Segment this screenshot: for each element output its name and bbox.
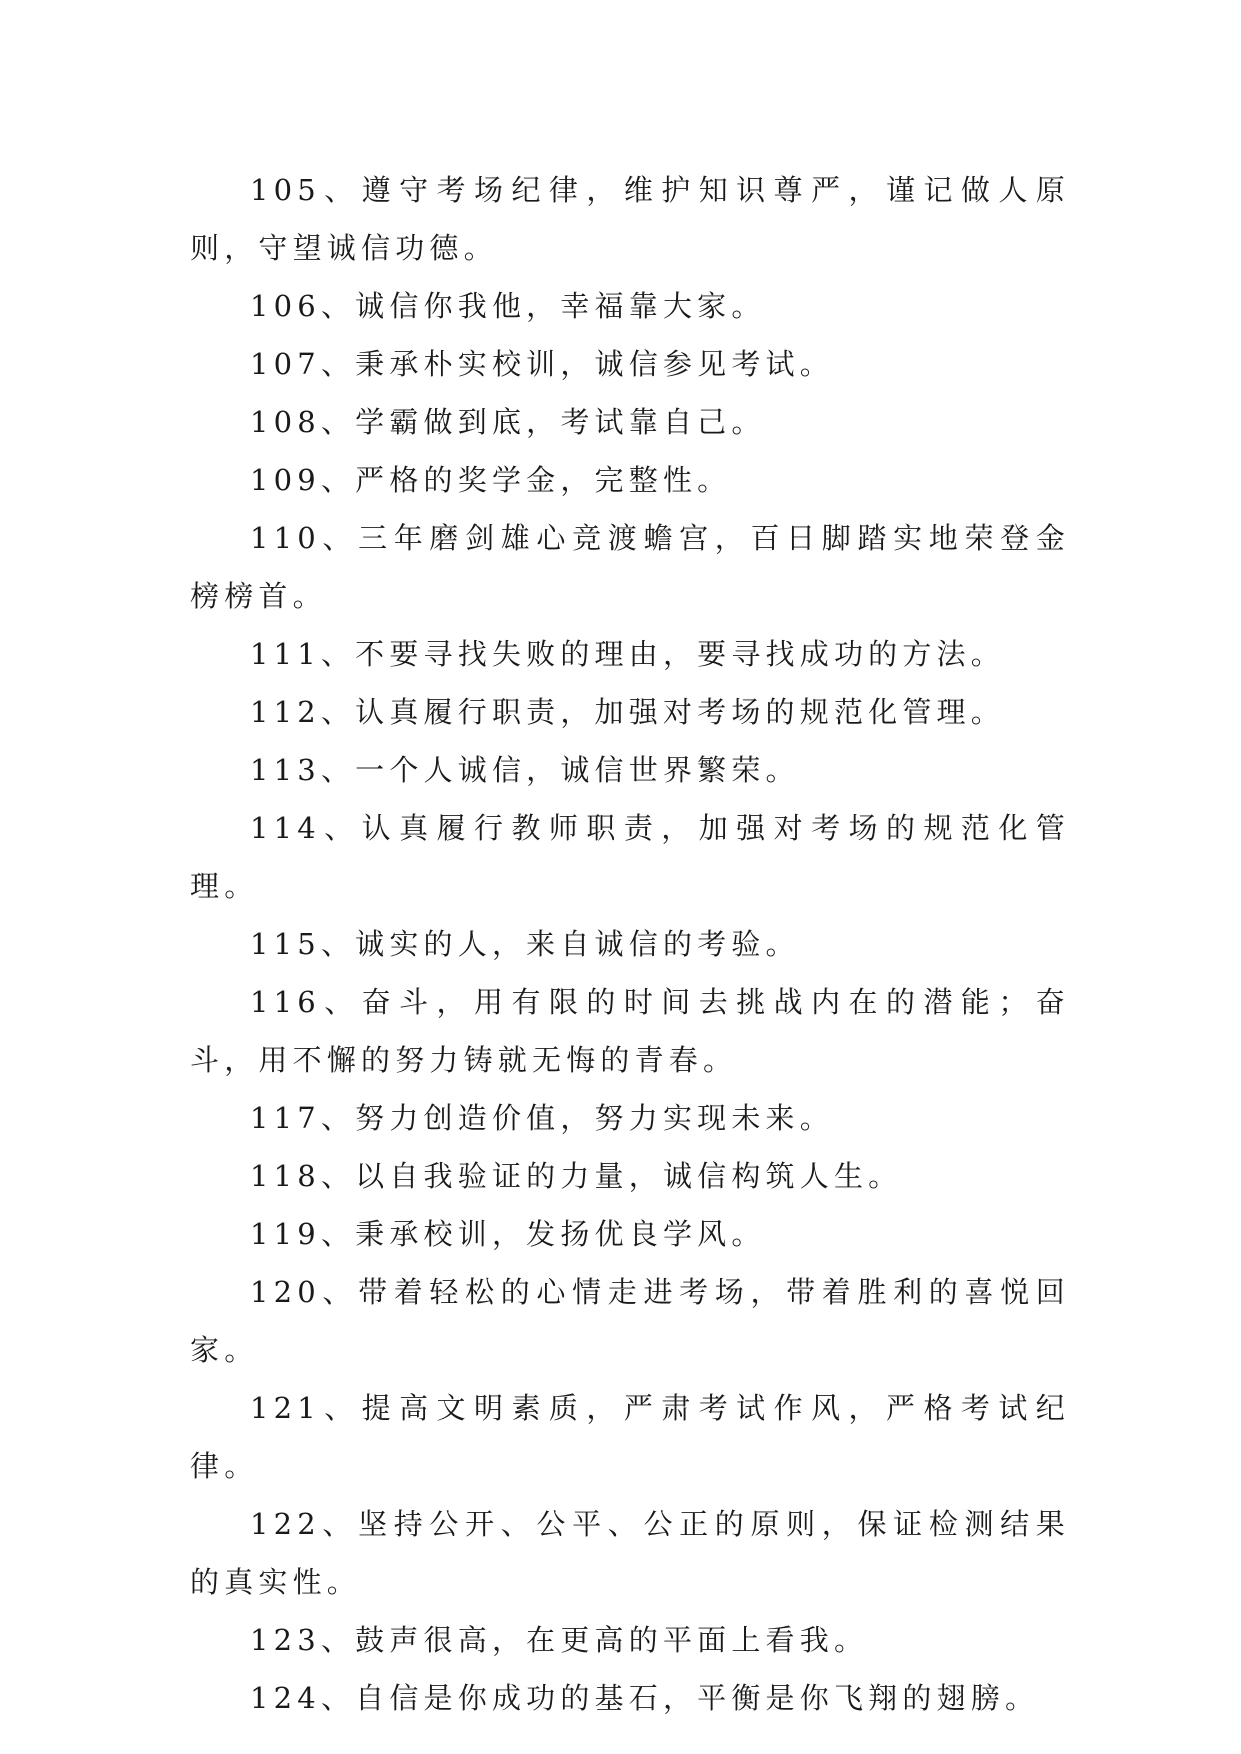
paragraph-109: 109、严格的奖学金，完整性。	[250, 463, 732, 497]
paragraph-120: 120、带着轻松的心情走进考场，带着胜利的喜悦回家。	[190, 1275, 1070, 1367]
paragraph-114: 114、认真履行教师职责，加强对考场的规范化管理。	[190, 811, 1070, 903]
paragraph-106: 106、诚信你我他，幸福靠大家。	[250, 289, 766, 323]
paragraph-116: 116、奋斗，用有限的时间去挑战内在的潜能；奋斗，用不懈的努力铸就无悔的青春。	[190, 985, 1070, 1077]
paragraph-122: 122、坚持公开、公平、公正的原则，保证检测结果的真实性。	[190, 1507, 1070, 1599]
paragraph-121: 121、提高文明素质，严肃考试作风，严格考试纪律。	[190, 1391, 1070, 1483]
paragraph-124: 124、自信是你成功的基石，平衡是你飞翔的翅膀。	[250, 1681, 1040, 1715]
paragraph-110: 110、三年磨剑雄心竞渡蟾宫，百日脚踏实地荣登金榜榜首。	[190, 521, 1070, 613]
paragraph-108: 108、学霸做到底，考试靠自己。	[250, 405, 766, 439]
paragraph-115: 115、诚实的人，来自诚信的考验。	[250, 927, 800, 961]
paragraph-107: 107、秉承朴实校训，诚信参见考试。	[250, 347, 834, 381]
paragraph-118: 118、以自我验证的力量，诚信构筑人生。	[250, 1159, 903, 1193]
document-body	[190, 161, 1070, 1727]
paragraph-105: 105、遵守考场纪律，维护知识尊严，谨记做人原则，守望诚信功德。	[190, 173, 1070, 265]
paragraph-117: 117、努力创造价值，努力实现未来。	[250, 1101, 834, 1135]
paragraph-119: 119、秉承校训，发扬优良学风。	[250, 1217, 766, 1251]
paragraph-112: 112、认真履行职责，加强对考场的规范化管理。	[250, 695, 1005, 729]
paragraph-123: 123、鼓声很高，在更高的平面上看我。	[250, 1623, 869, 1657]
paragraph-111: 111、不要寻找失败的理由，要寻找成功的方法。	[250, 637, 1005, 671]
paragraph-113: 113、一个人诚信，诚信世界繁荣。	[250, 753, 800, 787]
